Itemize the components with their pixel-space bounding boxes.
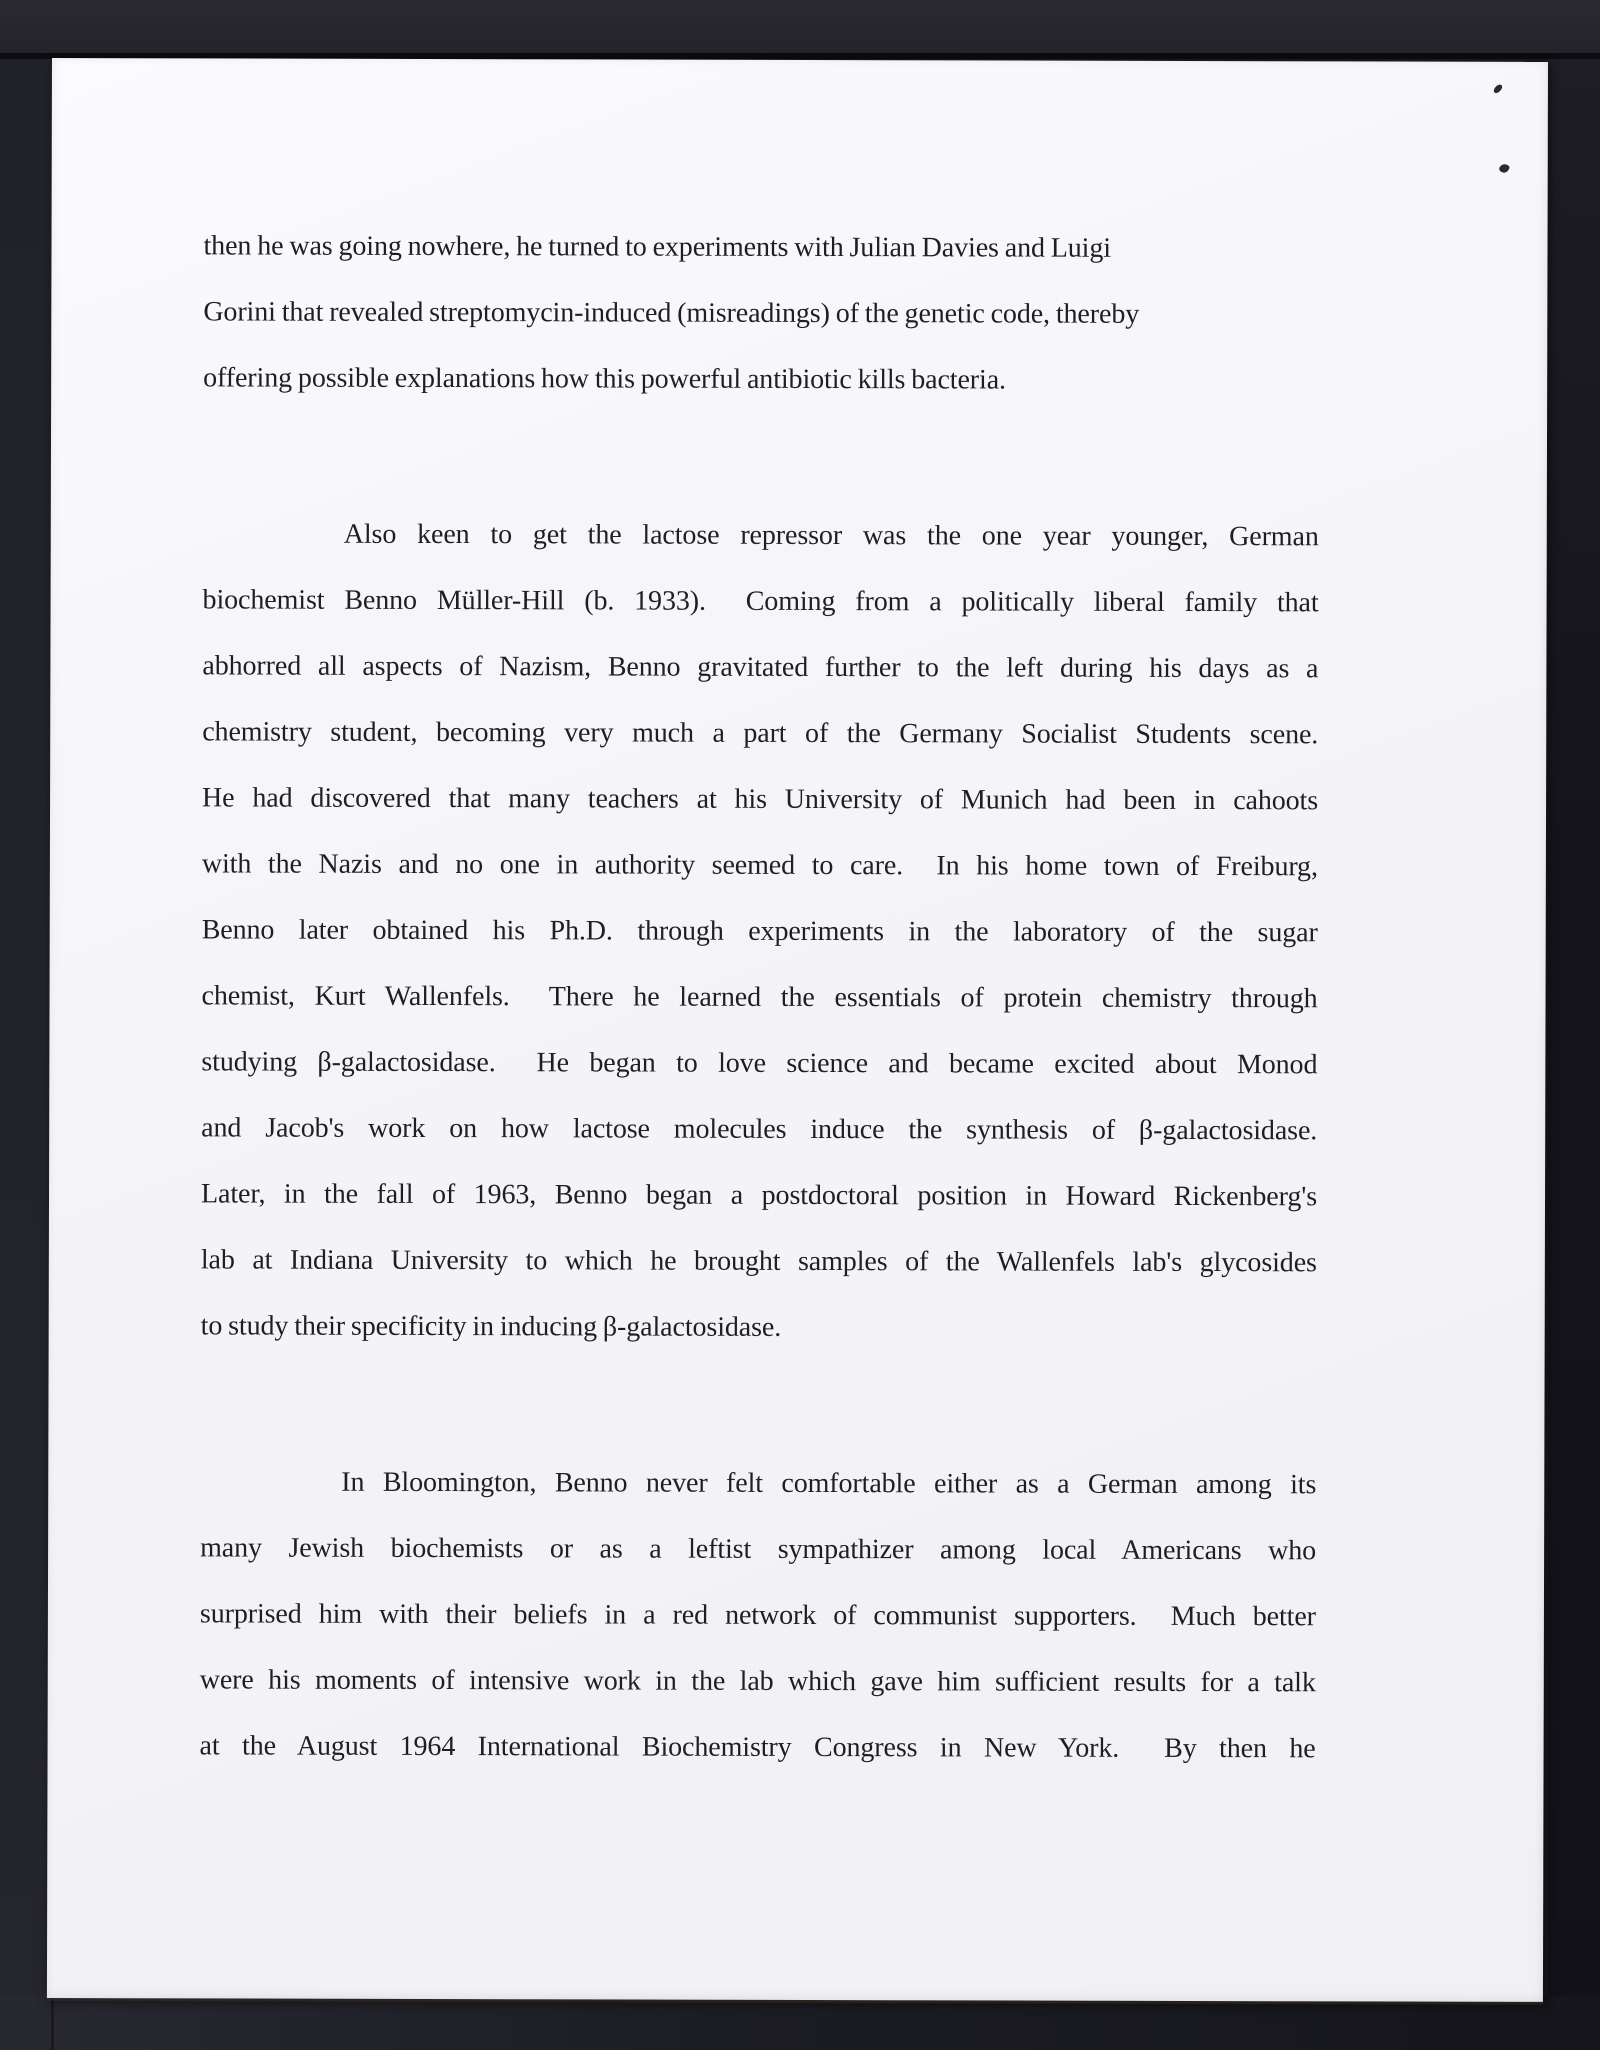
text-line: to study their specificity in inducing β-galactosidase. (200, 1310, 782, 1343)
document-page (47, 58, 1548, 2002)
ink-speck (1492, 83, 1503, 95)
text-line: were his moments of intensive work in the lab which gave him sufficient results for a talk (199, 1664, 1316, 1699)
text-line: Later, in the fall of 1963, Benno began a postdoctoral position in Howard Rickenberg's (200, 1178, 1318, 1213)
text-line: and Jacob's work on how lactose molecules induce the synthesis of β-galactosidase. (201, 1112, 1318, 1147)
background-top-band (0, 0, 1600, 53)
background-left-band (0, 59, 52, 2050)
text-line: Gorini that revealed streptomycin-induced (misreadings) of the genetic code, thereby (203, 296, 1140, 330)
text-line: offering possible explanations how this powerful antibiotic kills bacteria. (203, 362, 1007, 396)
paragraph-2 (201, 501, 1319, 1362)
text-line: with the Nazis and no one in authority seemed to care. In his home town of Freiburg, (201, 848, 1318, 883)
paragraph-3 (199, 1449, 1316, 1782)
page-text (199, 213, 1319, 1782)
text-line: lab at Indiana University to which he brought samples of the Wallenfels lab's glycosides (200, 1244, 1317, 1279)
paragraph-1 (203, 213, 1320, 414)
text-line: surprised him with their beliefs in a red network of communist supporters. Much better (199, 1598, 1316, 1633)
text-line: abhorred all aspects of Nazism, Benno gravitated further to the left during his days as a (202, 650, 1319, 685)
text-line: He had discovered that many teachers at his University of Munich had been in cahoots (202, 782, 1319, 817)
background-vertical-seam (51, 1996, 54, 2050)
text-line: In Bloomington, Benno never felt comfortable either as a German among its (341, 1466, 1317, 1501)
text-line: biochemist Benno Müller-Hill (b. 1933). Coming from a politically liberal family that (202, 584, 1319, 619)
text-line: studying β-galactosidase. He began to love science and became excited about Monod (201, 1046, 1318, 1081)
background-right-band (1548, 59, 1600, 2050)
text-line: chemistry student, becoming very much a part of the Germany Socialist Students scene. (202, 716, 1319, 751)
text-line: chemist, Kurt Wallenfels. There he learned the essentials of protein chemistry through (201, 980, 1318, 1015)
text-line: many Jewish biochemists or as a leftist sympathizer among local Americans who (200, 1532, 1317, 1567)
text-line: Benno later obtained his Ph.D. through experiments in the laboratory of the sugar (201, 914, 1318, 949)
background-bottom-band (0, 1996, 1600, 2050)
text-line: at the August 1964 International Biochemistry Congress in New York. By then he (199, 1730, 1316, 1765)
text-line: Also keen to get the lactose repressor was the one year younger, German (343, 518, 1319, 553)
ink-speck (1498, 162, 1510, 174)
text-line: then he was going nowhere, he turned to experiments with Julian Davies and Luigi (203, 230, 1111, 264)
